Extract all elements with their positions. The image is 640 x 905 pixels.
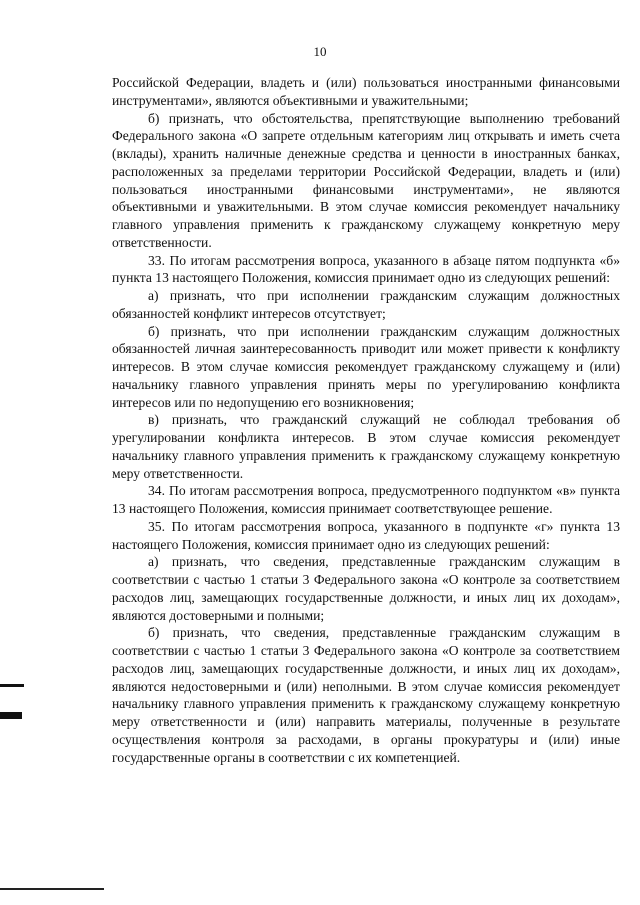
paragraph-33a: а) признать, что при исполнении гражданским служащим должностных обязанностей конфликт интересов отсутствует; (112, 288, 620, 321)
scan-bottom-line (0, 888, 104, 890)
paragraph-32b: б) признать, что обстоятельства, препятствующие выполнению требований Федерального закона «О запрете отдельным категориям лиц открывать и иметь счета (вклады), хранить наличные денежные средства и ценности в иностранных банках, расположенных за пределами территории Российской Федерации, владеть и (или) пользоваться иностранными финансовыми инструментами», не являются объективными и уважительными. В этом случае комиссия рекомендует начальнику главного управления применить к гражданскому служащему конкретную меру ответственности. (112, 110, 620, 250)
scan-edge-mark (0, 684, 24, 687)
paragraph-35a: а) признать, что сведения, представленные гражданским служащим в соответствии с частью 1 статьи 3 Федерального закона «О контроле за соответствием расходов лиц, замещающих государственные должности, и иных лиц их доходам», являются достоверными и полными; (112, 554, 620, 623)
paragraph-33b: б) признать, что при исполнении гражданским служащим должностных обязанностей личная заинтересованность приводит или может привести к конфликту интересов. В этом случае комиссия рекомендует гражданскому служащему и (или) начальнику главного управления принять меры по урегулированию конфликта интересов или по недопущению его возникновения; (112, 323, 620, 410)
paragraph-35: 35. По итогам рассмотрения вопроса, указанного в подпункте «г» пункта 13 настоящего Положения, комиссия принимает одно из следующих решений: (112, 518, 620, 552)
paragraph-continuation: Российской Федерации, владеть и (или) пользоваться иностранными финансовыми инструментами», являются объективными и уважительными; (112, 75, 620, 108)
paragraph-33v: в) признать, что гражданский служащий не соблюдал требования об урегулировании конфликта интересов. В этом случае комиссия рекомендует начальнику главного управления применить к гражданскому служащему конкретную меру ответственности. (112, 412, 620, 481)
page-number: 10 (313, 44, 327, 59)
paragraph-34: 34. По итогам рассмотрения вопроса, предусмотренного подпунктом «в» пункта 13 настоящего Положения, комиссия принимает соответствующее решение. (112, 483, 620, 516)
paragraph-33: 33. По итогам рассмотрения вопроса, указанного в абзаце пятом подпункта «б» пункта 13 настоящего Положения, комиссия принимает одно из следующих решений: (112, 252, 620, 286)
scan-edge-mark (0, 712, 22, 719)
paragraph-35b: б) признать, что сведения, представленные гражданским служащим в соответствии с частью 1 статьи 3 Федерального закона «О контроле за соответствием расходов лиц, замещающих государственные должности, и иных лиц их доходам», являются недостоверными и (или) неполными. В этом случае комиссия рекомендует начальнику главного управления применить к гражданскому служащему конкретную меру ответственности и (или) направить материалы, полученные в результате осуществления контроля за расходами, в органы прокуратуры и (или) иные государственные органы в соответствии с их компетенцией. (112, 625, 620, 765)
document-body (112, 74, 620, 766)
